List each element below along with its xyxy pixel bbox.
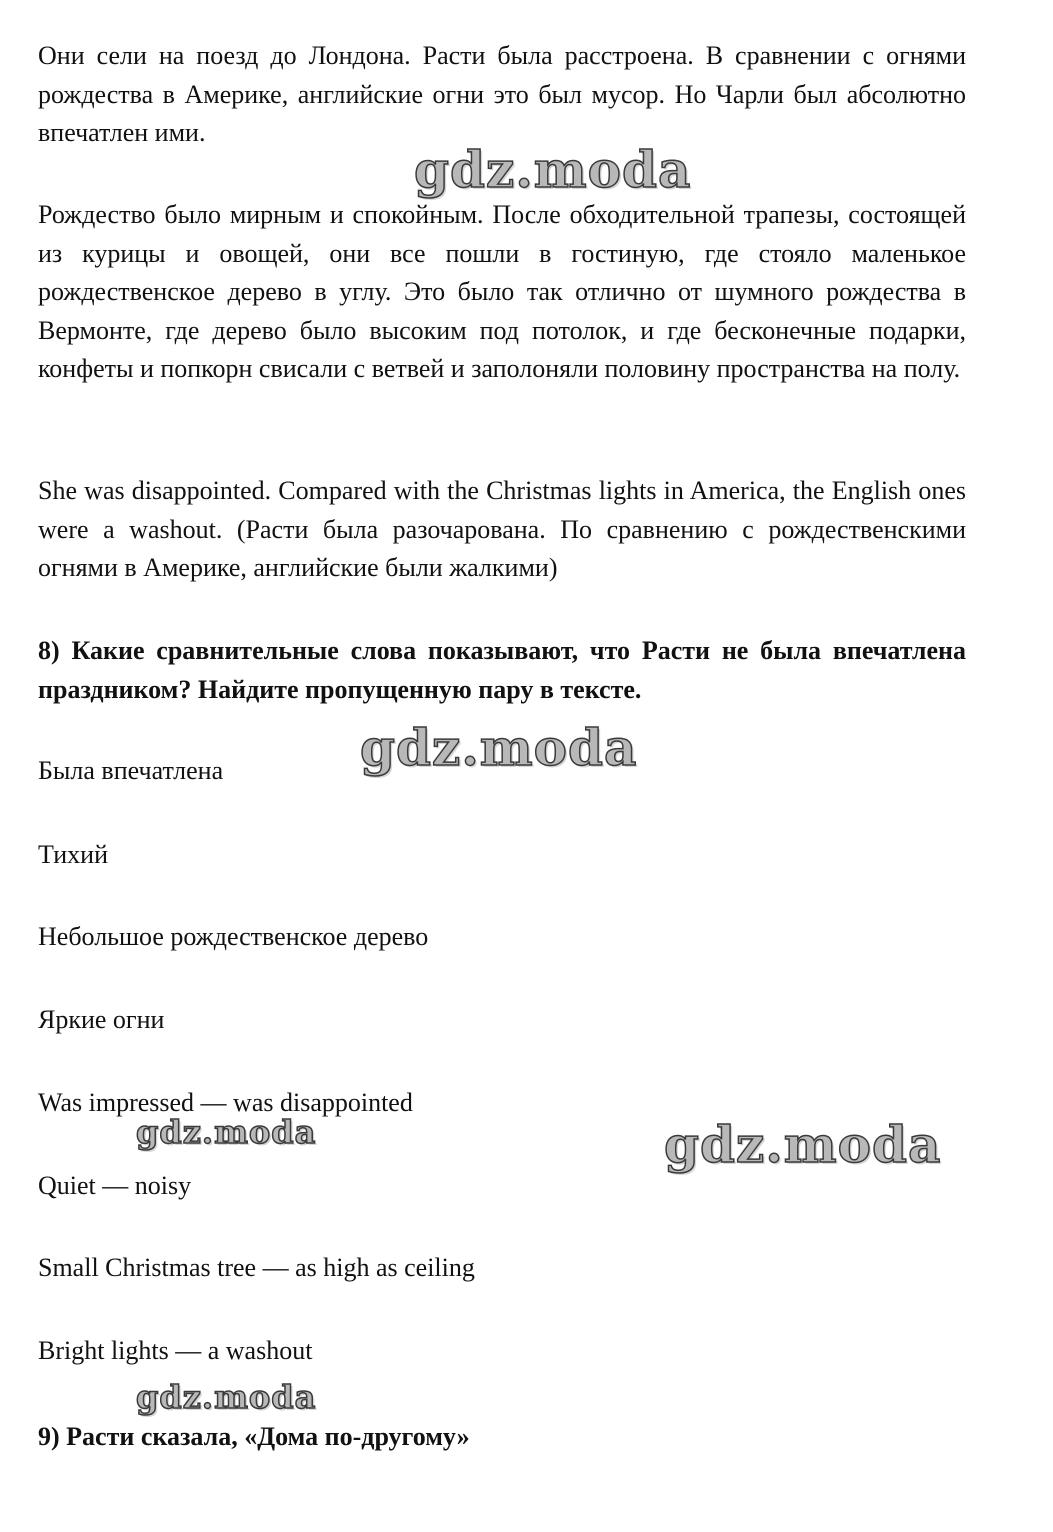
answer-ru-item: Тихий [38,840,108,869]
answer-ru-item: Небольшое рождественское дерево [38,922,429,951]
paragraph-train-to-london: Они сели на поезд до Лондона. Расти была расстроена. В сравнении с огнями рождества в Америке, английские огни это был мусор. Но Чарли был абсолютно впечатлен ими. [38,41,966,148]
paragraph-english-quote: She was disappointed. Compared with the Christmas lights in America, the English ones were a washout. (Расти была разочарована. По сравнению с рождественскими огнями в Америке, английские были жалкими) [38,476,966,583]
answer-en-item: Was impressed — was disappointed [38,1088,413,1117]
answer-en-item: Quiet — noisy [38,1171,192,1200]
watermark: gdz.moda [360,718,638,777]
question-9: 9) Расти сказала, «Дома по-другому» [38,1422,470,1451]
answer-ru-item: Была впечатлена [38,756,224,785]
watermark: gdz.moda [136,1378,317,1416]
watermark: gdz.moda [664,1115,942,1174]
paragraph-christmas-description: Рождество было мирным и спокойным. После обходительной трапезы, состоящей из курицы и овощей, они все пошли в гостиную, где стояло маленькое рождественское дерево в углу. Это было так отлично от шумного рождества в Вермонте, где дерево было высоким под потолок, и где бесконечные подарки, конфеты и попкорн свисали с ветвей и заполоняли половину пространства на полу. [38,200,966,384]
answer-ru-item: Яркие огни [38,1005,165,1034]
answer-en-item: Small Christmas tree — as high as ceiling [38,1253,475,1282]
question-8: 8) Какие сравнительные слова показывают, что Расти не была впечатлена праздником? Найдите пропущенную пару в тексте. [38,636,966,704]
answer-en-item: Bright lights — a washout [38,1336,313,1365]
watermark: gdz.moda [136,1113,317,1151]
watermark: gdz.moda [414,140,692,199]
